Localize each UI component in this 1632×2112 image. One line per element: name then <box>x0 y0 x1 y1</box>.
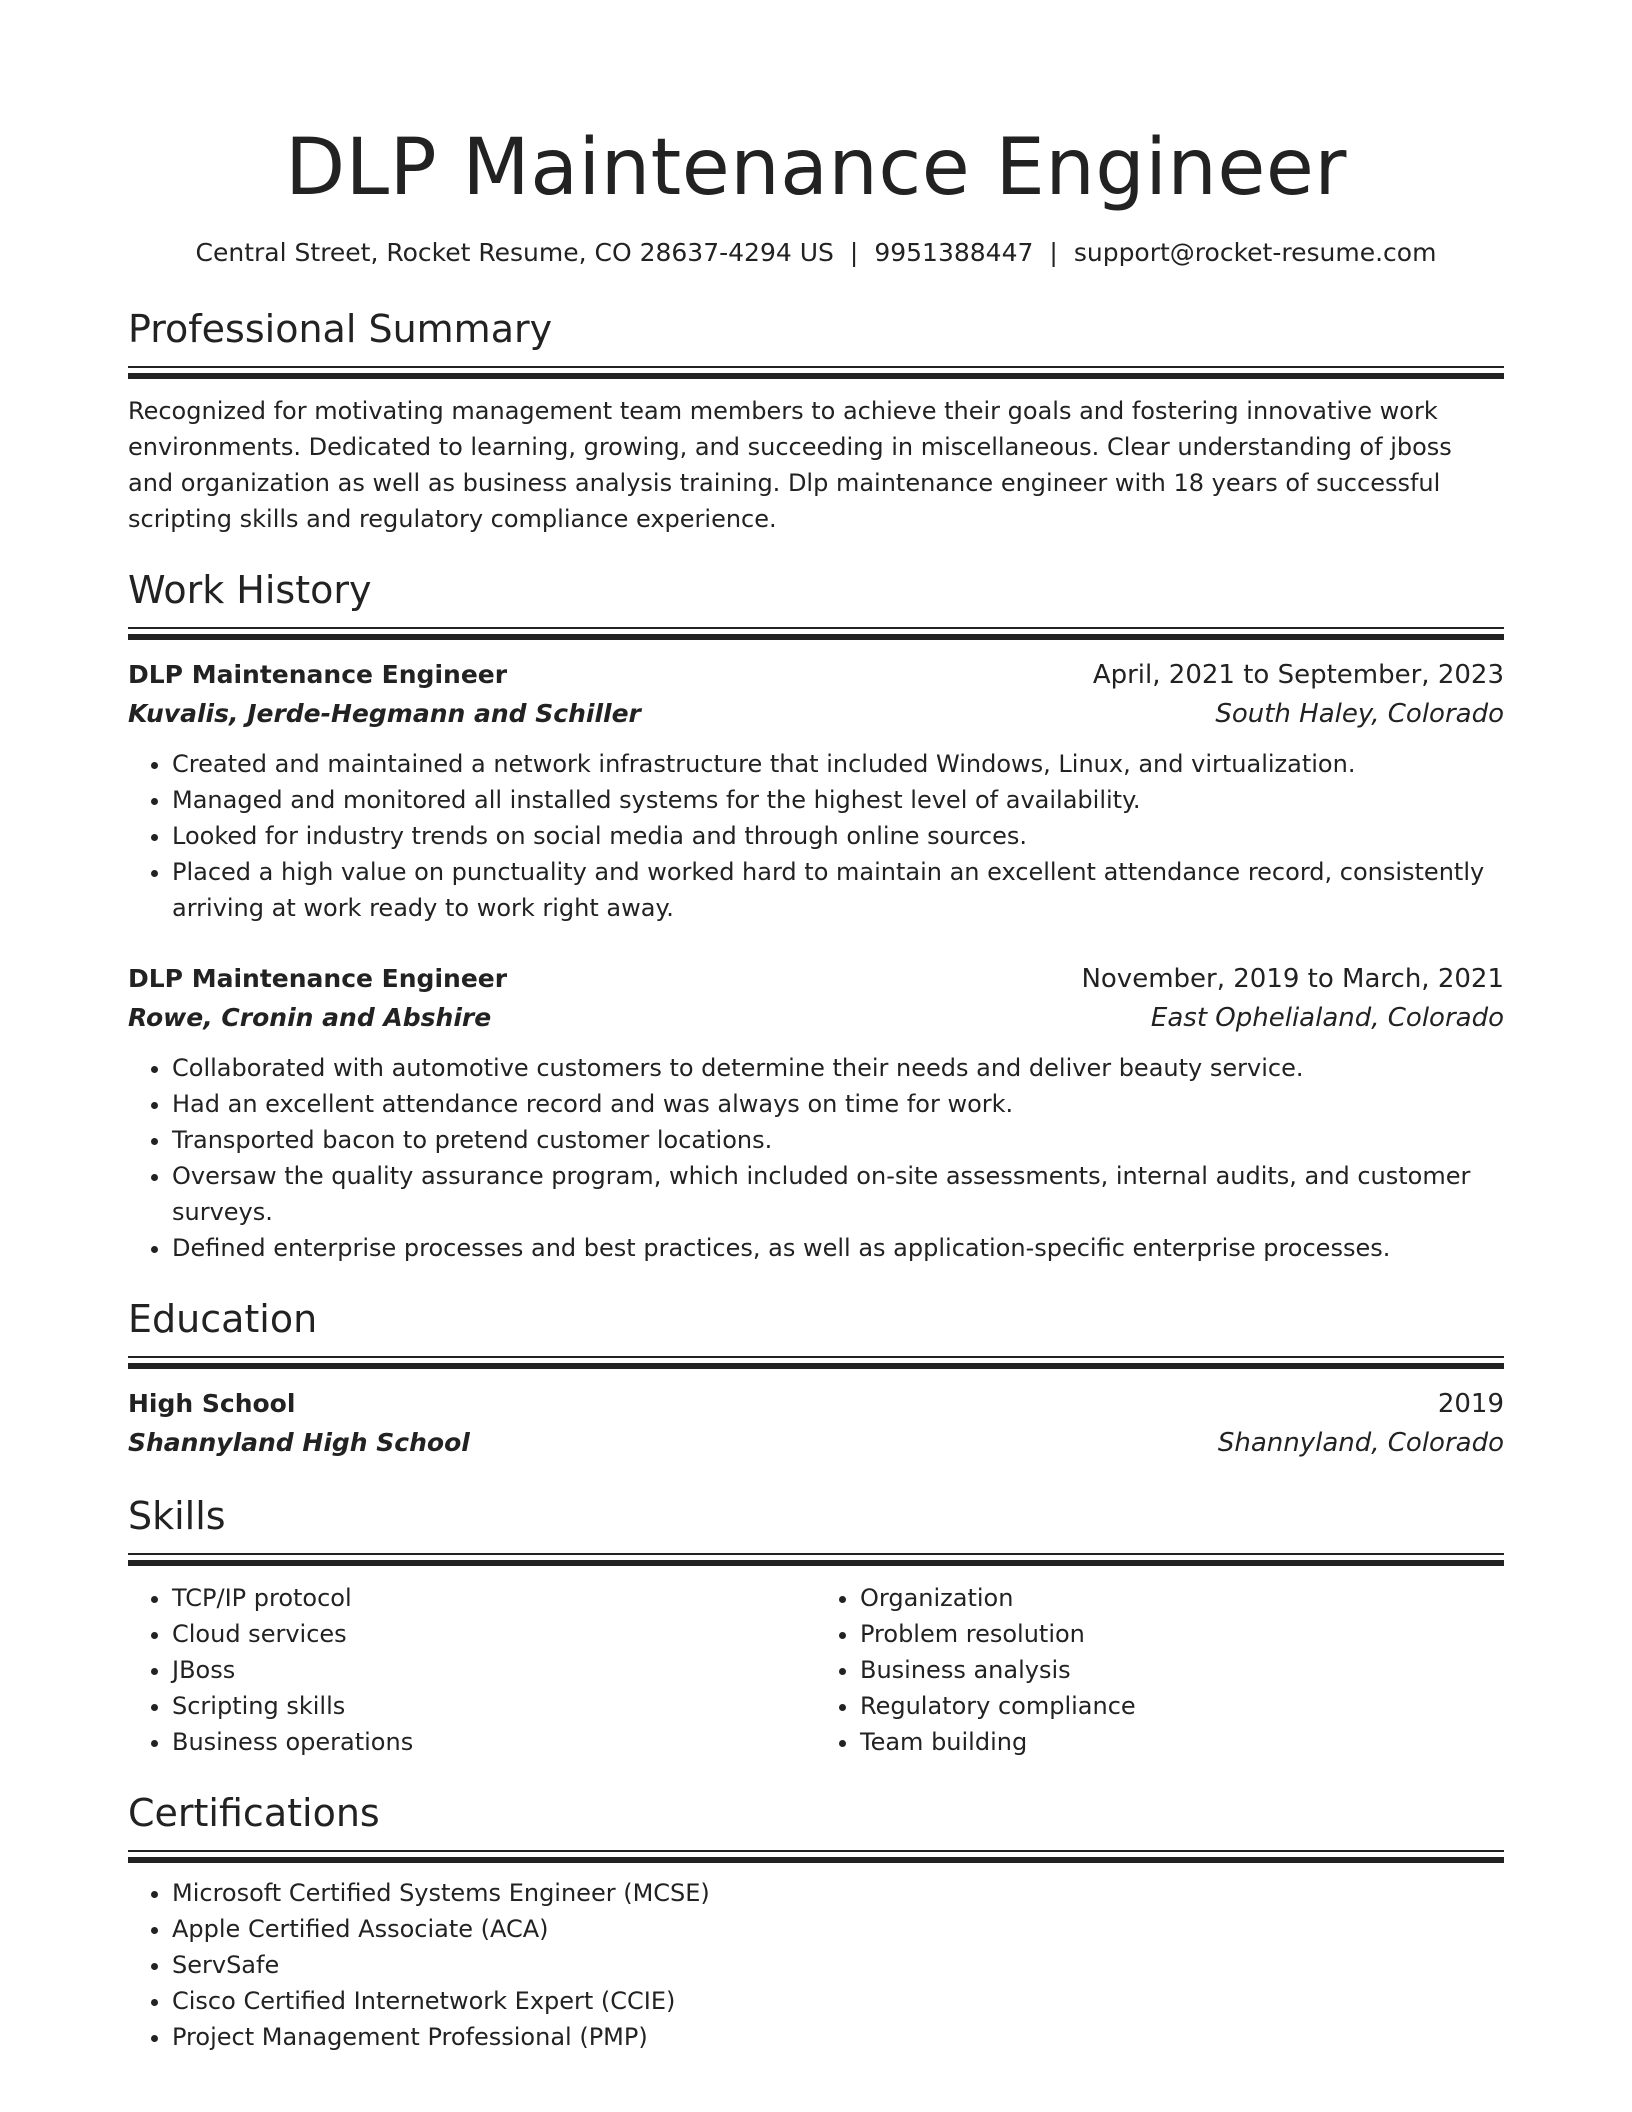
summary-heading: Professional Summary <box>128 307 553 351</box>
section-divider <box>128 1850 1504 1863</box>
skills-heading: Skills <box>128 1494 226 1538</box>
job-entry <box>128 656 1504 926</box>
education-location: Shannyland, Colorado <box>1217 1428 1504 1458</box>
list-item: • Business analysis <box>860 1652 1504 1688</box>
contact-line <box>128 236 1504 270</box>
section-divider <box>128 1553 1504 1566</box>
list-item: • Transported bacon to pretend customer locations. <box>172 1122 1504 1158</box>
education-heading: Education <box>128 1297 318 1341</box>
list-item: • Cisco Certified Internetwork Expert (CCIE) <box>172 1983 1504 2019</box>
job-company: Kuvalis, Jerde-Hegmann and Schiller <box>128 699 641 728</box>
job-title: DLP Maintenance Engineer <box>128 660 508 689</box>
contact-email: support@rocket-resume.com <box>1073 238 1437 267</box>
job-dates: April, 2021 to September, 2023 <box>1092 660 1504 690</box>
list-item: • Oversaw the quality assurance program, which included on-site assessments, internal audits, and customer surveys. <box>172 1158 1504 1230</box>
education-year: 2019 <box>1437 1389 1504 1419</box>
list-item: • Placed a high value on punctuality and worked hard to maintain an excellent attendance record, consistently arriving at work ready to work right away. <box>172 854 1504 926</box>
list-item: • Created and maintained a network infrastructure that included Windows, Linux, and virtualization. <box>172 746 1504 782</box>
job-bullets <box>128 746 1504 926</box>
list-item: • Had an excellent attendance record and was always on time for work. <box>172 1086 1504 1122</box>
list-item: • Looked for industry trends on social media and through online sources. <box>172 818 1504 854</box>
job-header-row <box>128 656 1504 694</box>
section-divider <box>128 366 1504 379</box>
list-item: • ServSafe <box>172 1947 1504 1983</box>
summary-section <box>128 304 1504 537</box>
skills-grid <box>128 1580 1504 1760</box>
section-divider <box>128 627 1504 640</box>
job-title: DLP Maintenance Engineer <box>128 964 508 993</box>
education-degree: High School <box>128 1389 296 1418</box>
certifications-heading: Certifications <box>128 1791 380 1835</box>
list-item: • Regulatory compliance <box>860 1688 1504 1724</box>
work-history-heading: Work History <box>128 568 372 612</box>
list-item: • JBoss <box>172 1652 816 1688</box>
list-item: • Team building <box>860 1724 1504 1760</box>
skills-list-left <box>128 1580 816 1760</box>
education-header-row <box>128 1385 1504 1423</box>
contact-separator: | <box>1049 238 1058 267</box>
list-item: • Scripting skills <box>172 1688 816 1724</box>
job-company: Rowe, Cronin and Abshire <box>128 1003 492 1032</box>
list-item: • Business operations <box>172 1724 816 1760</box>
contact-separator: | <box>849 238 859 267</box>
education-entry <box>128 1385 1504 1463</box>
job-company-row <box>128 694 1504 734</box>
resume-name: DLP Maintenance Engineer <box>285 123 1347 213</box>
list-item: • Organization <box>860 1580 1504 1616</box>
contact-phone: 9951388447 <box>874 238 1034 267</box>
skills-list-right <box>816 1580 1504 1760</box>
list-item: • Problem resolution <box>860 1616 1504 1652</box>
contact-address: Central Street, Rocket Resume, CO 28637-4294 US <box>195 238 834 267</box>
education-school: Shannyland High School <box>128 1428 470 1457</box>
job-company-row <box>128 998 1504 1038</box>
section-divider <box>128 1356 1504 1369</box>
list-item: • Cloud services <box>172 1616 816 1652</box>
list-item: • Apple Certified Associate (ACA) <box>172 1911 1504 1947</box>
list-item: • TCP/IP protocol <box>172 1580 816 1616</box>
list-item: • Managed and monitored all installed systems for the highest level of availability. <box>172 782 1504 818</box>
job-dates: November, 2019 to March, 2021 <box>1081 964 1504 994</box>
list-item: • Defined enterprise processes and best practices, as well as application-specific enterprise processes. <box>172 1230 1504 1266</box>
job-location: East Ophelialand, Colorado <box>1150 1003 1504 1033</box>
list-item: • Collaborated with automotive customers to determine their needs and deliver beauty service. <box>172 1050 1504 1086</box>
job-bullets <box>128 1050 1504 1266</box>
summary-text: Recognized for motivating management team members to achieve their goals and fostering innovative work environments. Dedicated to learning, growing, and succeeding in miscellaneous. Clear understanding of jboss and organization as well as business analysis training. Dlp maintenance engineer with 18 years of successful scripting skills and regulatory compliance experience. <box>128 397 1452 533</box>
list-item: • Project Management Professional (PMP) <box>172 2019 1504 2055</box>
job-entry <box>128 960 1504 1266</box>
education-school-row <box>128 1423 1504 1463</box>
job-location: South Haley, Colorado <box>1215 699 1504 729</box>
skills-section <box>128 1491 1504 1760</box>
job-header-row <box>128 960 1504 998</box>
education-section <box>128 1294 1504 1463</box>
certifications-list <box>128 1875 1504 2055</box>
list-item: • Microsoft Certified Systems Engineer (MCSE) <box>172 1875 1504 1911</box>
certifications-section <box>128 1788 1504 2055</box>
work-history-section <box>128 565 1504 1266</box>
